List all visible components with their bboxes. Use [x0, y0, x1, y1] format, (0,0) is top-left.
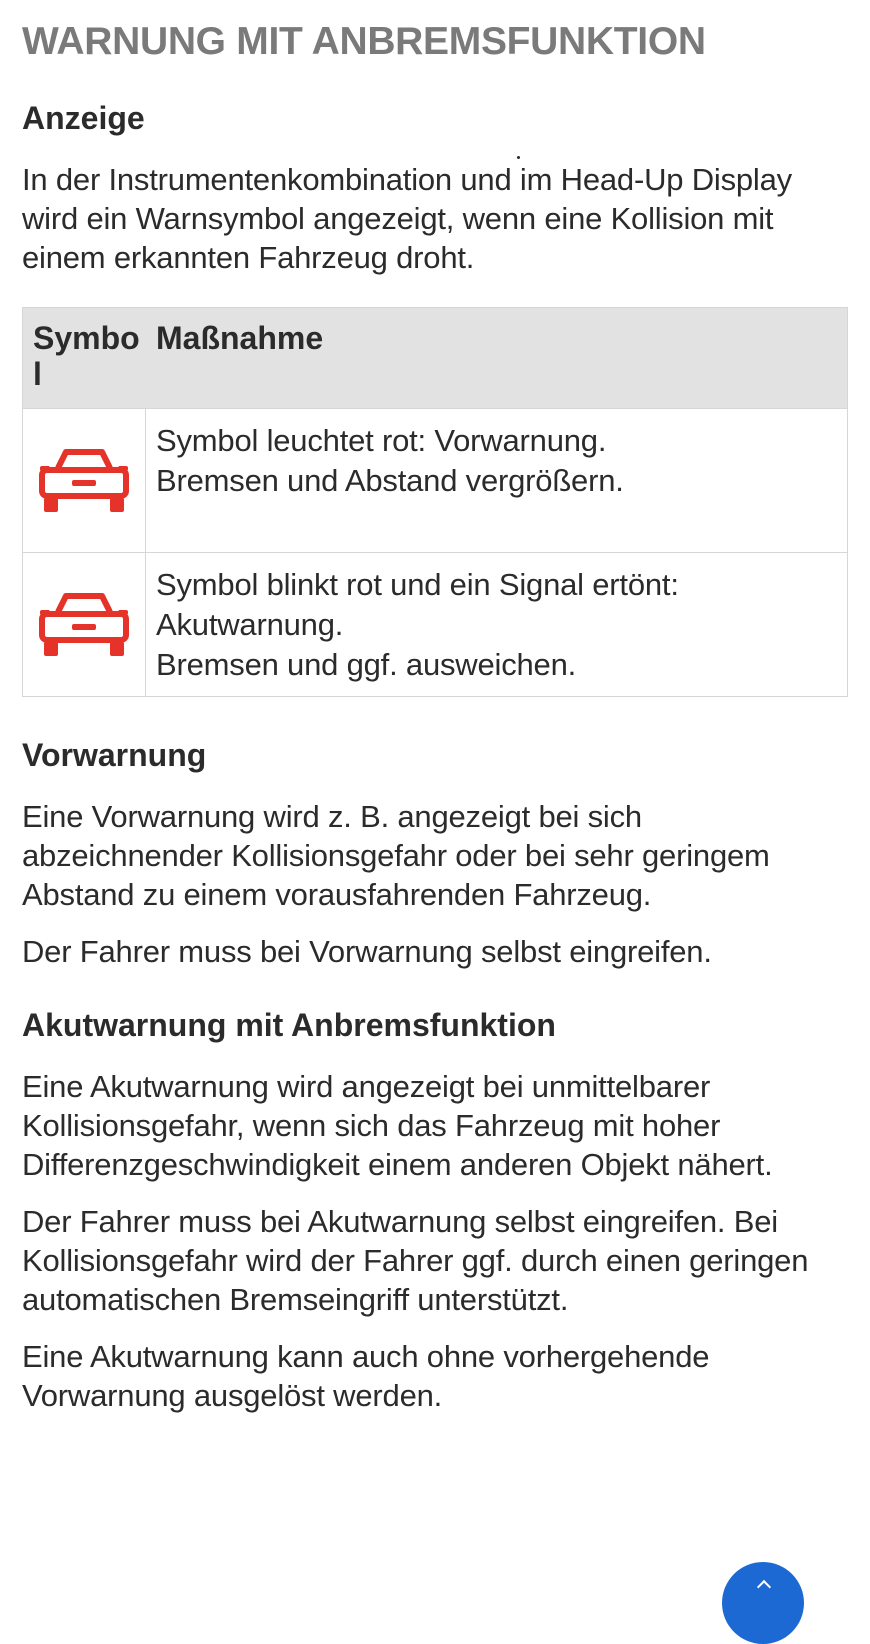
chevron-up-icon [757, 1580, 771, 1594]
table-cell-symbol [23, 409, 146, 552]
scroll-to-top-button[interactable] [722, 1562, 804, 1644]
table-cell-symbol [23, 553, 146, 696]
akutwarnung-paragraph: Eine Akutwarnung wird angezeigt bei unmittelbarer Kollisionsgefahr, wenn sich das Fahrzeug mit hoher Differenzgeschwindigkeit einem anderen Objekt nähert. [22, 1069, 773, 1182]
table-row [23, 552, 847, 696]
page-title: WARNUNG MIT ANBREMSFUNKTION [22, 20, 706, 63]
stray-dot [517, 156, 520, 159]
table-header-action: Maßnahme [156, 320, 324, 356]
row-text-line: Symbol blinkt rot und ein Signal ertönt: [156, 567, 679, 602]
akutwarnung-paragraph: Der Fahrer muss bei Akutwarnung selbst eingreifen. Bei Kollisionsgefahr wird der Fahrer ggf. durch einen geringen automatischen Bremseingriff unterstützt. [22, 1204, 809, 1317]
table-cell-action [146, 409, 624, 552]
row-text-line: Bremsen und Abstand vergrößern. [156, 463, 624, 498]
section-heading-anzeige: Anzeige [22, 100, 145, 136]
row-text-line: Bremsen und ggf. ausweichen. [156, 647, 577, 682]
vorwarnung-paragraph: Der Fahrer muss bei Vorwarnung selbst eingreifen. [22, 934, 712, 969]
row-text-line: Akutwarnung. [156, 607, 344, 642]
akutwarnung-paragraph: Eine Akutwarnung kann auch ohne vorhergehende Vorwarnung ausgelöst werden. [22, 1339, 710, 1413]
car-warning-icon [38, 590, 130, 660]
section-heading-vorwarnung: Vorwarnung [22, 737, 207, 773]
anzeige-paragraph: In der Instrumentenkombination und im Head-Up Display wird ein Warnsymbol angezeigt, wenn eine Kollision mit einem erkannten Fahrzeug droht. [22, 162, 792, 275]
table-header-row [23, 308, 847, 408]
row-text-line: Symbol leuchtet rot: Vorwarnung. [156, 423, 607, 458]
vorwarnung-paragraph: Eine Vorwarnung wird z. B. angezeigt bei sich abzeichnender Kollisionsgefahr oder bei sehr geringem Abstand zu einem vorausfahrenden Fahrzeug. [22, 799, 770, 912]
table-header-symbol: Symbol [33, 320, 140, 392]
car-warning-icon [38, 446, 130, 516]
table-row [23, 408, 847, 552]
section-heading-akutwarnung: Akutwarnung mit Anbremsfunktion [22, 1007, 556, 1043]
table-cell-action [146, 553, 679, 696]
manual-page [22, 0, 848, 1415]
warning-symbol-table [22, 307, 848, 697]
